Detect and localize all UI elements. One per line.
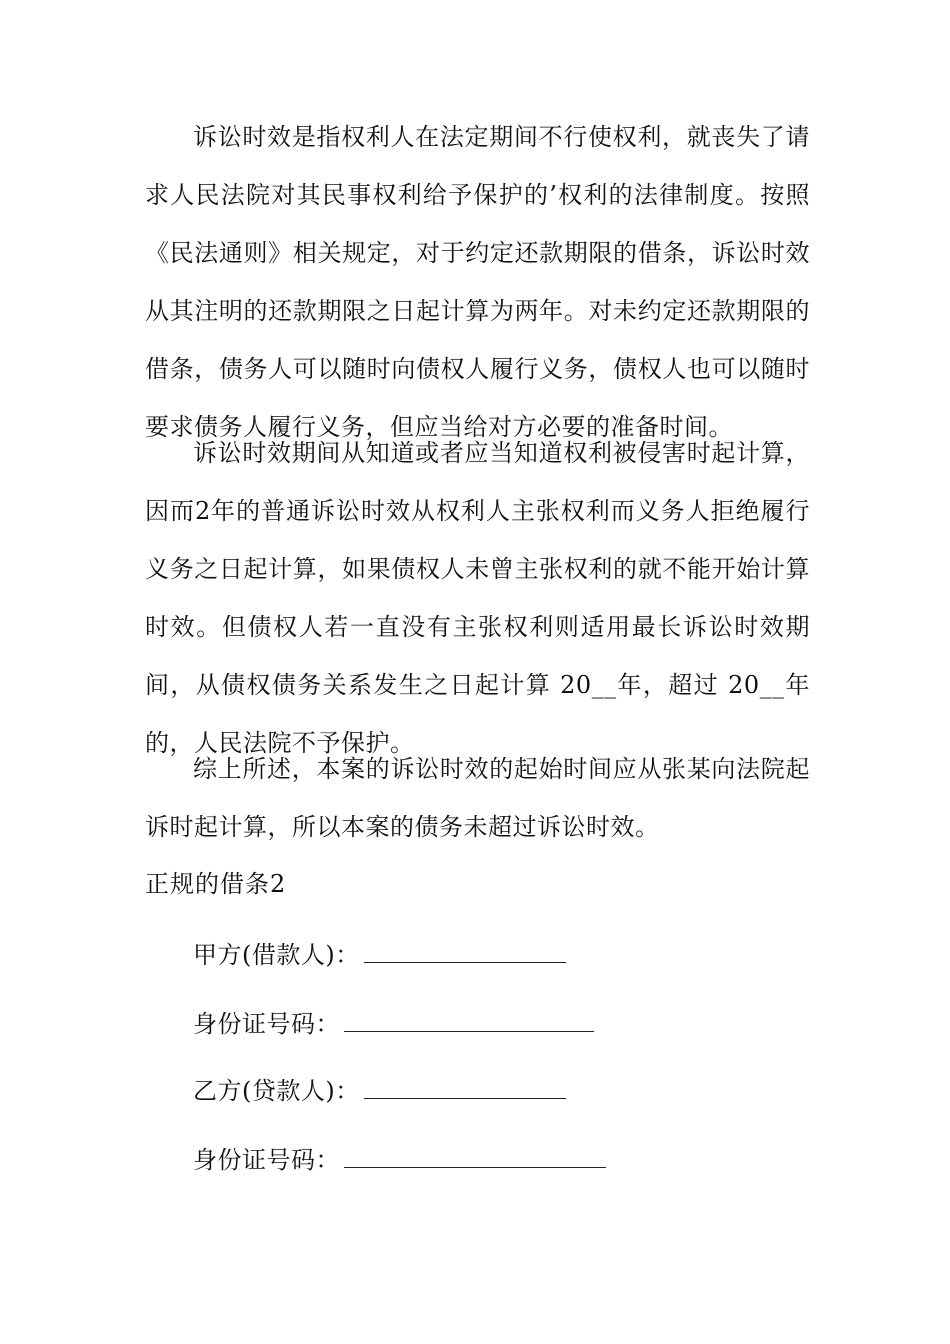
paragraph-conclusion: 综上所述，本案的诉讼时效的起始时间应从张某向法院起诉时起计算，所以本案的债务未超过诉讼时效。 xyxy=(145,755,810,841)
field-label-id-b: 身份证号码： xyxy=(193,1146,340,1174)
lender-field xyxy=(193,1071,566,1111)
id-number-field-a xyxy=(193,1004,594,1044)
fill-in-blank-party-a xyxy=(364,940,566,963)
field-label-party-a: 甲方(借款人)： xyxy=(193,941,360,969)
field-label-party-b: 乙方(贷款人)： xyxy=(193,1077,360,1105)
paragraph-statute-definition: 诉讼时效是指权利人在法定期间不行使权利，就丧失了请求人民法院对其民事权利给予保护的’权利的法律制度。按照《民法通则》相关规定，对于约定还款期限的借条，诉讼时效从其注明的还款期限之日起计算为两年。对未约定还款期限的借条，债务人可以随时向债权人履行义务，债权人也可以随时要求债务人履行义务，但应当给对方必要的准备时间。 xyxy=(145,123,810,441)
field-label-id-a: 身份证号码： xyxy=(193,1010,340,1038)
lender-borrower-field xyxy=(193,935,566,975)
section-heading: 正规的借条2 xyxy=(145,870,287,898)
id-number-field-b xyxy=(193,1140,606,1180)
fill-in-blank-id-a xyxy=(344,1009,594,1032)
fill-in-blank-id-b xyxy=(344,1145,606,1168)
paragraph-statute-start: 诉讼时效期间从知道或者应当知道权利被侵害时起计算，因而2年的普通诉讼时效从权利人主张权利而义务人拒绝履行义务之日起计算，如果债权人未曾主张权利的就不能开始计算时效。但债权人若一直没有主张权利则适用最长诉讼时效期间，从债权债务关系发生之日起计算 20__年，超过 20__年的，人民法院不予保护。 xyxy=(145,439,810,757)
fill-in-blank-party-b xyxy=(364,1076,566,1099)
